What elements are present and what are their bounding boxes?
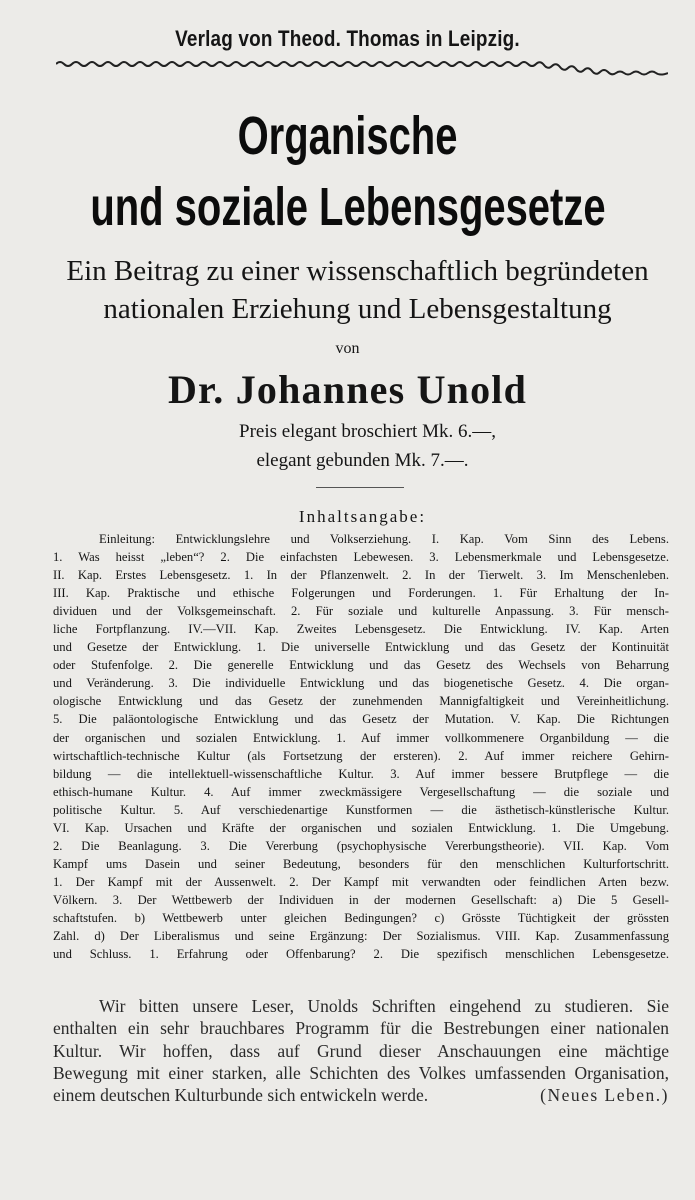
title-line-2: und soziale Lebensgesetze bbox=[90, 177, 606, 237]
note-line: Bewegung mit einer starken, alle Schichten des Volkes umfassenden Organisation, bbox=[53, 1062, 669, 1083]
contents-text bbox=[53, 530, 669, 963]
price-broschiert: Preis elegant broschiert Mk. 6.—, bbox=[239, 421, 496, 442]
author-name: Dr. Johannes Unold bbox=[167, 367, 528, 412]
contents-line: 2. Die Beanlagung. 3. Die Vererbung (psychophysische Vererbungstheorie). VII. Kap. Vom bbox=[53, 838, 669, 853]
contents-line: Zahl. d) Der Liberalismus und seine Ergänzung: Der Sozialismus. VIII. Kap. Zusammenfassung bbox=[53, 929, 669, 944]
separator-rule bbox=[316, 487, 404, 488]
contents-line: liche Fortpflanzung. IV.—VII. Kap. Zweites Lebensgesetz. Die Entwicklung. IV. Kap. Arten bbox=[53, 622, 669, 637]
contents-line: 5. Die paläontologische Entwicklung und das Gesetz der Mutation. V. Kap. Die Richtungen bbox=[53, 712, 669, 727]
note-line: enthalten ein sehr brauchbares Programm für die Bestrebungen einer nationalen bbox=[53, 1018, 669, 1039]
subtitle-line-2: nationalen Erziehung und Lebensgestaltung bbox=[103, 293, 612, 325]
note-source: (Neues Leben.) bbox=[540, 1085, 669, 1105]
contents-line: ethisch-humane Kultur. 4. Auf immer zweckmässigere Vergesellschaftung — die soziale und bbox=[53, 784, 669, 799]
note-line: Wir bitten unsere Leser, Unolds Schriften eingehend zu studieren. Sie bbox=[99, 996, 669, 1016]
note-line: Kultur. Wir hoffen, dass auf Grund dieser Anschauungen eine mächtige bbox=[53, 1040, 669, 1061]
publisher-line: Verlag von Theod. Thomas in Leipzig. bbox=[175, 26, 520, 51]
contents-line: oder Stufenfolge. 2. Die generelle Entwicklung und das Gesetz des Wechsels von Beharrung bbox=[53, 658, 669, 673]
contents-line: III. Kap. Praktische und ethische Folgerungen und Forderungen. 1. Für Erhaltung der In- bbox=[53, 586, 669, 601]
contents-line: VI. Kap. Ursachen und Kräfte der organischen und sozialen Entwicklung. 1. Die Umgebung. bbox=[53, 820, 669, 835]
contents-line: und Gesetze der Entwicklung. 1. Die universelle Entwicklung und das Gesetz der Kontinuität bbox=[53, 640, 669, 655]
contents-line: dividuen und der Volksgemeinschaft. 2. Für soziale und kulturelle Anpassung. 3. Für mensch- bbox=[53, 604, 669, 619]
contents-heading: Inhaltsangabe: bbox=[298, 507, 427, 526]
contents-line: wirtschaftlich-technische Kultur (als Fortsetzung der ersteren). 2. Auf immer reichere Gehirn- bbox=[53, 748, 669, 763]
contents-line: bildung — die intellektuell-wissenschaftliche Kultur. 3. Auf immer bessere Brutpflege — die bbox=[53, 766, 669, 781]
contents-line: 1. Was heisst „leben“? 2. Die einfachsten Lebewesen. 3. Lebensmerkmale und Lebensgesetze. bbox=[53, 550, 669, 565]
note-line: einem deutschen Kulturbunde sich entwickeln werde. bbox=[53, 1085, 429, 1106]
wavy-rule bbox=[56, 58, 668, 78]
contents-line: Kampf ums Dasein und seiner Bedeutung, besonders für den menschlichen Kulturfortschritt. bbox=[53, 856, 669, 871]
subtitle-line-1: Ein Beitrag zu einer wissenschaftlich begründeten bbox=[66, 255, 649, 287]
contents-line: ologische Entwicklung und das Gesetz der zunehmenden Mannigfaltigkeit und Vereinheitlichung. bbox=[53, 694, 669, 709]
contents-line: politische Kultur. 5. Auf verschiedenartige Kunstformen — die ästhetisch-künstlerische Kultur. bbox=[53, 802, 669, 817]
price-gebunden: elegant gebunden Mk. 7.—. bbox=[256, 450, 469, 471]
contents-line: Völkern. 3. Der Wettbewerb der Individuen in der modernen Gesellschaft: a) Die 5 Gesell- bbox=[53, 892, 669, 907]
contents-line: schaftstufen. b) Wettbewerb unter gleichen Bedingungen? c) Grösste Tüchtigkeit der grössten bbox=[53, 910, 669, 925]
contents-line: II. Kap. Erstes Lebensgesetz. 1. In der Pflanzenwelt. 2. In der Tierwelt. 3. Im Menschenleben. bbox=[53, 568, 669, 583]
contents-line: und Veränderung. 3. Die individuelle Entwicklung und das biogenetische Gesetz. 4. Die organ- bbox=[53, 676, 669, 691]
title-line-1: Organische bbox=[237, 106, 458, 166]
contents-line: und Schluss. 1. Erfahrung oder Offenbarung? 2. Die spezifisch menschlichen Lebensgesetze. bbox=[53, 947, 669, 962]
recommendation-note bbox=[53, 995, 669, 1106]
contents-line: der organischen und sozialen Entwicklung. 1. Auf immer vollkommenere Organbildung — die bbox=[53, 730, 669, 745]
contents-line: Einleitung: Entwicklungslehre und Volkserziehung. I. Kap. Vom Sinn des Lebens. bbox=[99, 532, 669, 546]
contents-line: 1. Der Kampf mit der Aussenwelt. 2. Der Kampf mit verwandten oder feindlichen Arten bezw. bbox=[53, 874, 669, 889]
von-label: von bbox=[335, 340, 360, 357]
